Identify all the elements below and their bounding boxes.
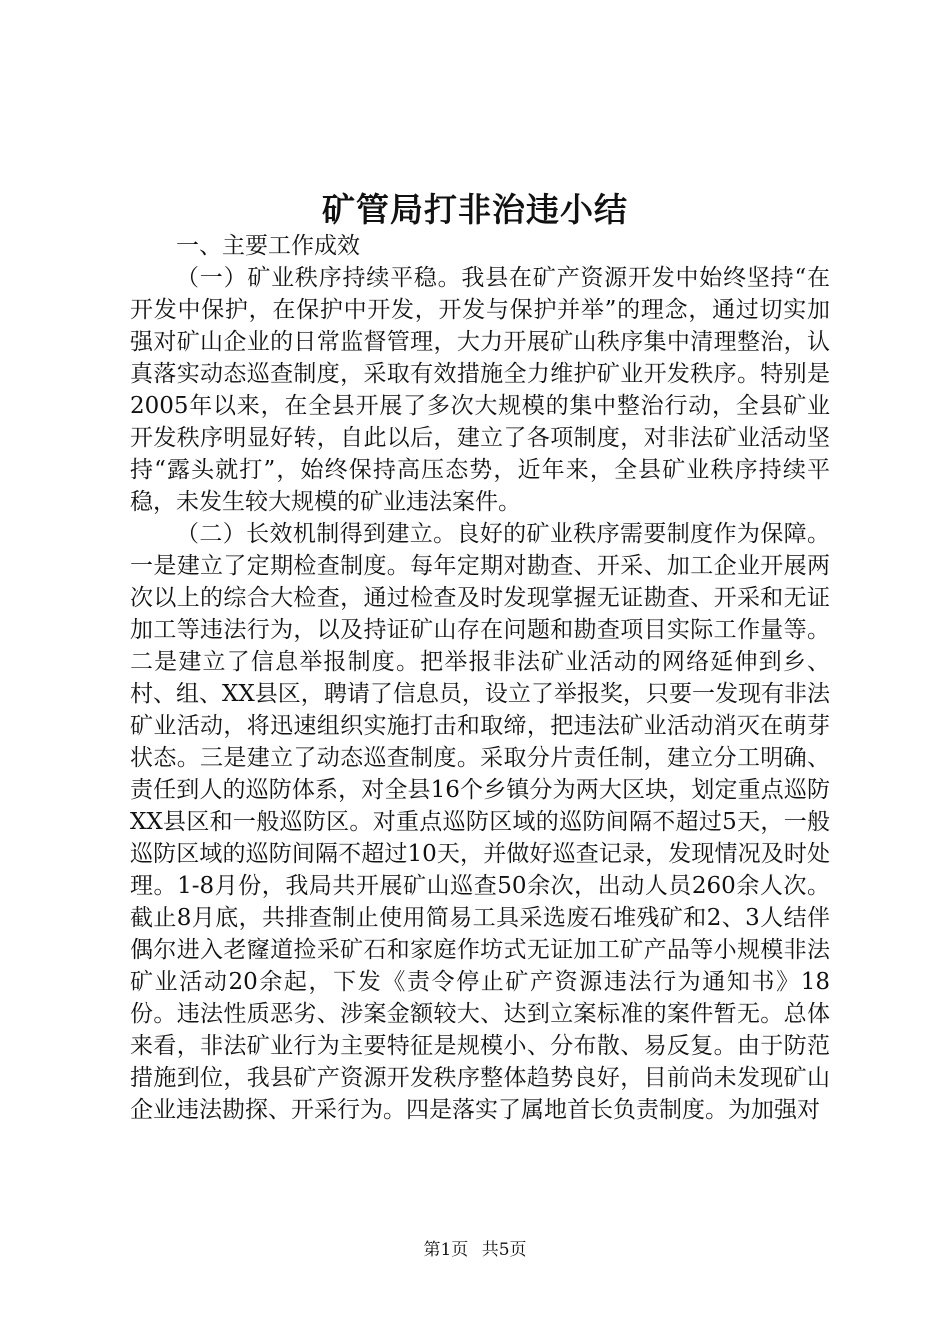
document-body <box>130 230 830 1126</box>
document-title: 矿管局打非治违小结 <box>322 190 628 229</box>
paragraph-2: （二）长效机制得到建立。良好的矿业秩序需要制度作为保障。一是建立了定期检查制度。每年定期对勘查、开采、加工企业开展两次以上的综合大检查，通过检查及时发现掌握无证勘查、开采和无证加工等违法行为，以及持证矿山存在问题和勘查项目实际工作量等。二是建立了信息举报制度。把举报非法矿业活动的网络延伸到乡、村、组、XX县区，聘请了信息员，设立了举报奖，只要一发现有非法矿业活动，将迅速组织实施打击和取缔，把违法矿业活动消灭在萌芽状态。三是建立了动态巡查制度。采取分片责任制，建立分工明确、责任到人的巡防体系，对全县16个乡镇分为两大区块，划定重点巡防XX县区和一般巡防区。对重点巡防区域的巡防间隔不超过5天，一般巡防区域的巡防间隔不超过10天，并做好巡查记录，发现情况及时处理。1-8月份，我局共开展矿山巡查50余次，出动人员260余人次。截止8月底，共排查制止使用简易工具采选废石堆残矿和2、3人结伴偶尔进入老窿道捡采矿石和家庭作坊式无证加工矿产品等小规模非法矿业活动20余起，下发《责令停止矿产资源违法行为通知书》18份。违法性质恶劣、涉案金额较大、达到立案标准的案件暂无。总体来看，非法矿业行为主要特征是规模小、分布散、易反复。由于防范措施到位，我县矿产资源开发秩序整体趋势良好，目前尚未发现矿山企业违法勘探、开采行为。四是落实了属地首长负责制度。为加强对 <box>130 521 830 1123</box>
paragraph-1: （一）矿业秩序持续平稳。我县在矿产资源开发中始终坚持“在开发中保护，在保护中开发，开发与保护并举”的理念，通过切实加强对矿山企业的日常监督管理，大力开展矿山秩序集中清理整治，认真落实动态巡查制度，采取有效措施全力维护矿业开发秩序。特别是2005年以来，在全县开展了多次大规模的集中整治行动，全县矿业开发秩序明显好转，自此以后，建立了各项制度，对非法矿业活动坚持“露头就打”，始终保持高压态势，近年来，全县矿业秩序持续平稳，未发生较大规模的矿业违法案件。 <box>130 265 830 515</box>
page-footer <box>0 1238 950 1262</box>
page-number: 第1页 <box>423 1240 469 1260</box>
page-total: 共5页 <box>481 1240 527 1260</box>
section-heading: 一、主要工作成效 <box>176 233 360 259</box>
